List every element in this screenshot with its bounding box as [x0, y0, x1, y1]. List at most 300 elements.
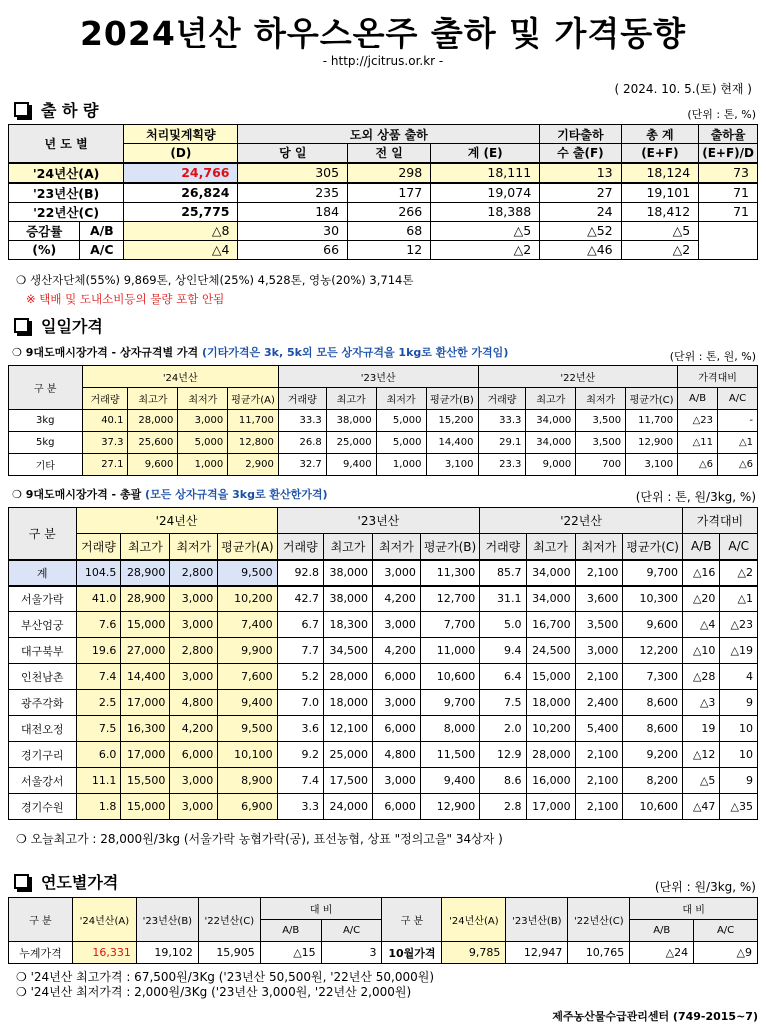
cell: 38,000: [326, 410, 376, 432]
header-ab: A/B: [260, 920, 321, 942]
cell: 12,100: [323, 716, 372, 742]
cell: 18,000: [526, 690, 575, 716]
header-vol: 거래량: [478, 388, 526, 410]
cell: △15: [260, 942, 321, 964]
row-label: A/B: [80, 221, 124, 240]
cell: 38,000: [323, 586, 372, 612]
cell: 25,775: [124, 202, 238, 221]
row-label: A/C: [80, 240, 124, 259]
cell: 8,200: [623, 768, 683, 794]
header-vol: 거래량: [278, 388, 326, 410]
cell: 3.3: [277, 794, 323, 820]
cell: △5: [431, 221, 540, 240]
row-label: 계: [9, 560, 77, 586]
cell: 4,800: [170, 690, 218, 716]
page-title: 2024년산 하우스온주 출하 및 가격동향: [79, 14, 687, 53]
header-y23: '23년산: [278, 366, 478, 388]
cell: 18,300: [323, 612, 372, 638]
cell: 15,500: [121, 768, 170, 794]
cell: 27: [540, 183, 621, 203]
cell: △10: [682, 638, 719, 664]
cell: 7.7: [277, 638, 323, 664]
row-label: 5kg: [9, 432, 83, 454]
cell: 184: [238, 202, 348, 221]
table-row: [9, 716, 758, 742]
cell: 305: [238, 163, 348, 183]
header-vol: 거래량: [480, 534, 526, 560]
cell: 34,000: [526, 410, 576, 432]
daily-price-heading: [14, 314, 103, 337]
cell: 11.1: [76, 768, 121, 794]
header-compare: 가격대비: [682, 508, 757, 534]
cell: 3,500: [576, 432, 626, 454]
cell: 3,100: [426, 454, 478, 476]
cell: 10: [720, 716, 758, 742]
header-avg: 평균가(A): [218, 534, 277, 560]
cell: 8,600: [623, 690, 683, 716]
cell: 3,000: [170, 612, 218, 638]
cell: 3,600: [575, 586, 623, 612]
table-row: [9, 221, 758, 240]
cell: 15,000: [121, 612, 170, 638]
cell: △19: [720, 638, 758, 664]
cell: 28,900: [121, 586, 170, 612]
cell: 16,331: [72, 942, 136, 964]
header-ab: A/B: [630, 920, 694, 942]
cell: △5: [682, 768, 719, 794]
cell: 9,200: [623, 742, 683, 768]
row-label: 경기수원: [9, 794, 77, 820]
cell: 34,000: [526, 432, 576, 454]
row-label: '24년산(A): [9, 163, 124, 183]
cell: 42.7: [277, 586, 323, 612]
cell: 24,500: [526, 638, 575, 664]
cell: 34,500: [323, 638, 372, 664]
cell: 177: [348, 183, 431, 203]
cell: 73: [699, 163, 758, 183]
table-row: [9, 240, 758, 259]
cell: △28: [682, 664, 719, 690]
cell: △23: [678, 410, 718, 432]
header-y22: '22년산: [480, 508, 683, 534]
cell: 34,000: [526, 560, 575, 586]
cell: △35: [720, 794, 758, 820]
cell: 8,900: [218, 768, 277, 794]
cell: 19.6: [76, 638, 121, 664]
row-label: 3kg: [9, 410, 83, 432]
table-row: [9, 183, 758, 203]
header-gubun: 구 분: [382, 898, 442, 942]
daily-price-heading-text: 일일가격: [41, 317, 103, 336]
row-label: 부산엄궁: [9, 612, 77, 638]
cell: 2,800: [170, 560, 218, 586]
cell: 7.0: [277, 690, 323, 716]
cell: 7.5: [480, 690, 526, 716]
header-max: 최고가: [128, 388, 178, 410]
cell: 12,900: [626, 432, 678, 454]
cell: 3,500: [576, 410, 626, 432]
cell: △2: [431, 240, 540, 259]
cell: 32.7: [278, 454, 326, 476]
cell: 2,100: [575, 768, 623, 794]
today-high-note: ❍ 오늘최고가 : 28,000원/3kg (서울가락 농협가락(공), 표선농협, 상표 "정의고을" 34상자 ): [16, 832, 503, 846]
cell: 18,412: [621, 202, 699, 221]
cell: 1.8: [76, 794, 121, 820]
header-today: 당 일: [238, 144, 348, 163]
cell: 5.0: [480, 612, 526, 638]
cell: 27.1: [82, 454, 128, 476]
cell: △9: [694, 942, 758, 964]
header-vol: 거래량: [82, 388, 128, 410]
cell: 31.1: [480, 586, 526, 612]
checkbox-square-icon: [14, 318, 29, 333]
cell: 298: [348, 163, 431, 183]
subheading-text: ❍ 9대도매시장가격 - 상자규격별 가격: [12, 346, 202, 359]
header-y24: '24년산: [82, 366, 278, 388]
cell: 18,124: [621, 163, 699, 183]
cell: 9,600: [128, 454, 178, 476]
table-row: [9, 794, 758, 820]
header-avg: 평균가(C): [626, 388, 678, 410]
cell: 15,000: [121, 794, 170, 820]
cell: 3,000: [373, 768, 421, 794]
cell: 92.8: [277, 560, 323, 586]
cell: 30: [238, 221, 348, 240]
footer-center: 제주농산물수급관리센터 (749-2015~7): [552, 1010, 758, 1023]
header-max: 최고가: [326, 388, 376, 410]
cell: 104.5: [76, 560, 121, 586]
change-label: 증감률: [9, 221, 80, 240]
cell: 12.9: [480, 742, 526, 768]
cell: 3,000: [373, 612, 421, 638]
header-y23: '23년산(B): [136, 898, 198, 942]
cell: 3,000: [170, 794, 218, 820]
cell: 10,765: [568, 942, 630, 964]
cell: 15,000: [526, 664, 575, 690]
table-row: [9, 410, 758, 432]
cell: 28,000: [526, 742, 575, 768]
cell: △6: [718, 454, 758, 476]
cell: 24,000: [323, 794, 372, 820]
cell: 38,000: [323, 560, 372, 586]
row-label: '23년산(B): [9, 183, 124, 203]
annual-price-table: [8, 897, 758, 964]
cell: 10,200: [218, 586, 277, 612]
cell: 1,000: [178, 454, 228, 476]
cell: 10,100: [218, 742, 277, 768]
cell: 19,074: [431, 183, 540, 203]
cell: 25,000: [323, 742, 372, 768]
cell: △11: [678, 432, 718, 454]
cell: 19,101: [621, 183, 699, 203]
header-y24: '24년산(A): [72, 898, 136, 942]
cell: 7.4: [76, 664, 121, 690]
header-gubun: 구 분: [9, 508, 77, 560]
header-avg: 평균가(B): [426, 388, 478, 410]
cell: 9,700: [420, 690, 479, 716]
cell: △6: [678, 454, 718, 476]
header-sum-sub: (E+F): [621, 144, 699, 163]
shipment-note: ❍ 생산자단체(55%) 9,869톤, 상인단체(25%) 4,528톤, 영농(20%) 3,714톤: [16, 273, 414, 287]
header-y24: '24년산: [76, 508, 277, 534]
table-row: [9, 163, 758, 183]
cell: △23: [720, 612, 758, 638]
header-y22: '22년산: [478, 366, 678, 388]
cell: 7,400: [218, 612, 277, 638]
cell: 9,785: [442, 942, 506, 964]
cell: △2: [621, 240, 699, 259]
header-min: 최저가: [170, 534, 218, 560]
cell: 12,700: [420, 586, 479, 612]
header-compare: 대 비: [630, 898, 758, 920]
cell: △52: [540, 221, 621, 240]
cell: 9.2: [277, 742, 323, 768]
row-label: 서울강서: [9, 768, 77, 794]
cell: 71: [699, 202, 758, 221]
cell: 9,400: [326, 454, 376, 476]
cell: 3,500: [575, 612, 623, 638]
cell: 16,300: [121, 716, 170, 742]
row-label: 서울가락: [9, 586, 77, 612]
cell: 2.5: [76, 690, 121, 716]
cell: 9: [720, 768, 758, 794]
cell: 9,500: [218, 560, 277, 586]
cell: △8: [124, 221, 238, 240]
header-prev: 전 일: [348, 144, 431, 163]
cell: 6.7: [277, 612, 323, 638]
header-ab: A/B: [678, 388, 718, 410]
cell: 40.1: [82, 410, 128, 432]
cell: 10,300: [623, 586, 683, 612]
header-min: 최저가: [575, 534, 623, 560]
cell: 25,600: [128, 432, 178, 454]
shipment-heading: [14, 98, 99, 121]
cell: 26,824: [124, 183, 238, 203]
cell: 14,400: [426, 432, 478, 454]
header-rate-sub: (E+F)/D: [699, 144, 758, 163]
cell: 15,905: [198, 942, 260, 964]
cell: 6.0: [76, 742, 121, 768]
table-row: [9, 586, 758, 612]
shipment-note-red: ※ 택배 및 도내소비등의 물량 포함 안됨: [26, 292, 225, 306]
header-max: 최고가: [526, 534, 575, 560]
header-vol: 거래량: [76, 534, 121, 560]
cell: 37.3: [82, 432, 128, 454]
cell: 16,700: [526, 612, 575, 638]
header-min: 최저가: [576, 388, 626, 410]
cell: 1,000: [376, 454, 426, 476]
cell: △47: [682, 794, 719, 820]
cell: △20: [682, 586, 719, 612]
row-label: 인천남촌: [9, 664, 77, 690]
cell: 5.2: [277, 664, 323, 690]
header-avg: 평균가(B): [420, 534, 479, 560]
cell: 3,000: [170, 664, 218, 690]
cell: △4: [682, 612, 719, 638]
cell: 9,700: [623, 560, 683, 586]
header-avg: 평균가(C): [623, 534, 683, 560]
row-label: 10월가격: [382, 942, 442, 964]
cell: 2,800: [170, 638, 218, 664]
row-label: 경기구리: [9, 742, 77, 768]
cell: 3.6: [277, 716, 323, 742]
cell: 8.6: [480, 768, 526, 794]
cell: 2,900: [228, 454, 279, 476]
header-ac: A/C: [694, 920, 758, 942]
cell: 29.1: [478, 432, 526, 454]
cell: 12,900: [420, 794, 479, 820]
cell: 6.4: [480, 664, 526, 690]
header-compare: 대 비: [260, 898, 382, 920]
header-ac: A/C: [718, 388, 758, 410]
cell: 9,900: [218, 638, 277, 664]
cell: △2: [720, 560, 758, 586]
subheading-text: ❍ 9대도매시장가격 - 총괄: [12, 488, 146, 501]
cell: 10,600: [623, 794, 683, 820]
table-row: [9, 432, 758, 454]
header-outside: 도외 상품 출하: [238, 125, 540, 144]
cell: 17,000: [526, 794, 575, 820]
shipment-table: [8, 124, 758, 260]
cell: 15,200: [426, 410, 478, 432]
header-max: 최고가: [323, 534, 372, 560]
cell: 28,000: [128, 410, 178, 432]
cell: △24: [630, 942, 694, 964]
header-rate: 출하율: [699, 125, 758, 144]
cell: 11,700: [626, 410, 678, 432]
cell: 68: [348, 221, 431, 240]
cell: 85.7: [480, 560, 526, 586]
cell: △46: [540, 240, 621, 259]
cell: △1: [718, 432, 758, 454]
header-min: 최저가: [373, 534, 421, 560]
row-label: 누계가격: [9, 942, 73, 964]
header-processing-sub: (D): [124, 144, 238, 163]
shipment-unit: (단위 : 톤, %): [687, 108, 756, 121]
cell: 6,000: [170, 742, 218, 768]
cell: 700: [576, 454, 626, 476]
cell: 9,400: [420, 768, 479, 794]
header-compare: 가격대비: [678, 366, 758, 388]
cell: 10,200: [526, 716, 575, 742]
cell: 8,000: [420, 716, 479, 742]
cell: 14,400: [121, 664, 170, 690]
header-max: 최고가: [526, 388, 576, 410]
cell: 3,000: [170, 768, 218, 794]
table-row: [9, 768, 758, 794]
table-row: [9, 560, 758, 586]
cell: 6,000: [373, 664, 421, 690]
table-row: [9, 942, 758, 964]
spec-price-subheading: [12, 344, 508, 360]
header-gubun: 구 분: [9, 366, 83, 410]
cell: 66: [238, 240, 348, 259]
subheading-blue-text: (모든 상자규격을 3kg로 환산한가격): [145, 488, 328, 501]
cell: -: [718, 410, 758, 432]
cell: 4,200: [170, 716, 218, 742]
table-row: [9, 742, 758, 768]
cell: 11,300: [420, 560, 479, 586]
cell: △16: [682, 560, 719, 586]
header-total: 계 (E): [431, 144, 540, 163]
spec-price-table: [8, 365, 758, 476]
table-row: [9, 454, 758, 476]
cell: 19: [682, 716, 719, 742]
cell: 3,000: [373, 560, 421, 586]
market-price-unit: (단위 : 톤, 원/3kg, %): [635, 490, 756, 504]
cell: 9,600: [623, 612, 683, 638]
cell: 12: [348, 240, 431, 259]
site-url[interactable]: - http://jcitrus.or.kr -: [322, 54, 444, 68]
market-price-subheading: [12, 486, 328, 502]
cell: △12: [682, 742, 719, 768]
header-y22: '22년산(C): [198, 898, 260, 942]
cell: 3,000: [170, 586, 218, 612]
table-row: [9, 638, 758, 664]
cell: 9,000: [526, 454, 576, 476]
cell: 18,111: [431, 163, 540, 183]
cell: 3,100: [626, 454, 678, 476]
header-y22: '22년산(C): [568, 898, 630, 942]
header-vol: 거래량: [277, 534, 323, 560]
header-y24: '24년산(A): [442, 898, 506, 942]
cell: 12,947: [506, 942, 568, 964]
cell: 17,000: [121, 742, 170, 768]
cell: △4: [124, 240, 238, 259]
cell: 23.3: [478, 454, 526, 476]
market-price-table: [8, 507, 758, 820]
cell: △3: [682, 690, 719, 716]
cell: 9.4: [480, 638, 526, 664]
annual-price-heading: [14, 870, 118, 893]
cell: 5,000: [376, 432, 426, 454]
cell: 5,400: [575, 716, 623, 742]
row-label: 기타: [9, 454, 83, 476]
cell: 28,900: [121, 560, 170, 586]
cell: 2.8: [480, 794, 526, 820]
cell: 18,388: [431, 202, 540, 221]
header-y23: '23년산: [277, 508, 480, 534]
cell: 11,000: [420, 638, 479, 664]
cell: 7,600: [218, 664, 277, 690]
row-label: 대구북부: [9, 638, 77, 664]
cell: 4,200: [373, 586, 421, 612]
cell: 11,700: [228, 410, 279, 432]
cell: 6,000: [373, 794, 421, 820]
cell: 7.4: [277, 768, 323, 794]
cell: 2,100: [575, 742, 623, 768]
cell: 3,000: [373, 690, 421, 716]
header-y23: '23년산(B): [506, 898, 568, 942]
cell: 3: [321, 942, 382, 964]
header-year: 년 도 별: [9, 125, 124, 163]
report-date: ( 2024. 10. 5.(토) 현재 ): [614, 82, 752, 96]
annual-low-note: ❍ '24년산 최저가격 : 2,000원/3Kg ('23년산 3,000원, '22년산 2,000원): [16, 985, 412, 999]
cell: 33.3: [478, 410, 526, 432]
cell: 2,100: [575, 560, 623, 586]
header-max: 최고가: [121, 534, 170, 560]
table-row: [9, 664, 758, 690]
cell: 266: [348, 202, 431, 221]
subheading-blue-text: (기타가격은 3k, 5k외 모든 상자규격을 1kg로 환산한 가격임): [202, 346, 509, 359]
cell: △5: [621, 221, 699, 240]
header-avg: 평균가(A): [228, 388, 279, 410]
cell: 28,000: [323, 664, 372, 690]
checkbox-square-icon: [14, 102, 29, 117]
cell: 25,000: [326, 432, 376, 454]
cell: 24,766: [124, 163, 238, 183]
cell: 34,000: [526, 586, 575, 612]
